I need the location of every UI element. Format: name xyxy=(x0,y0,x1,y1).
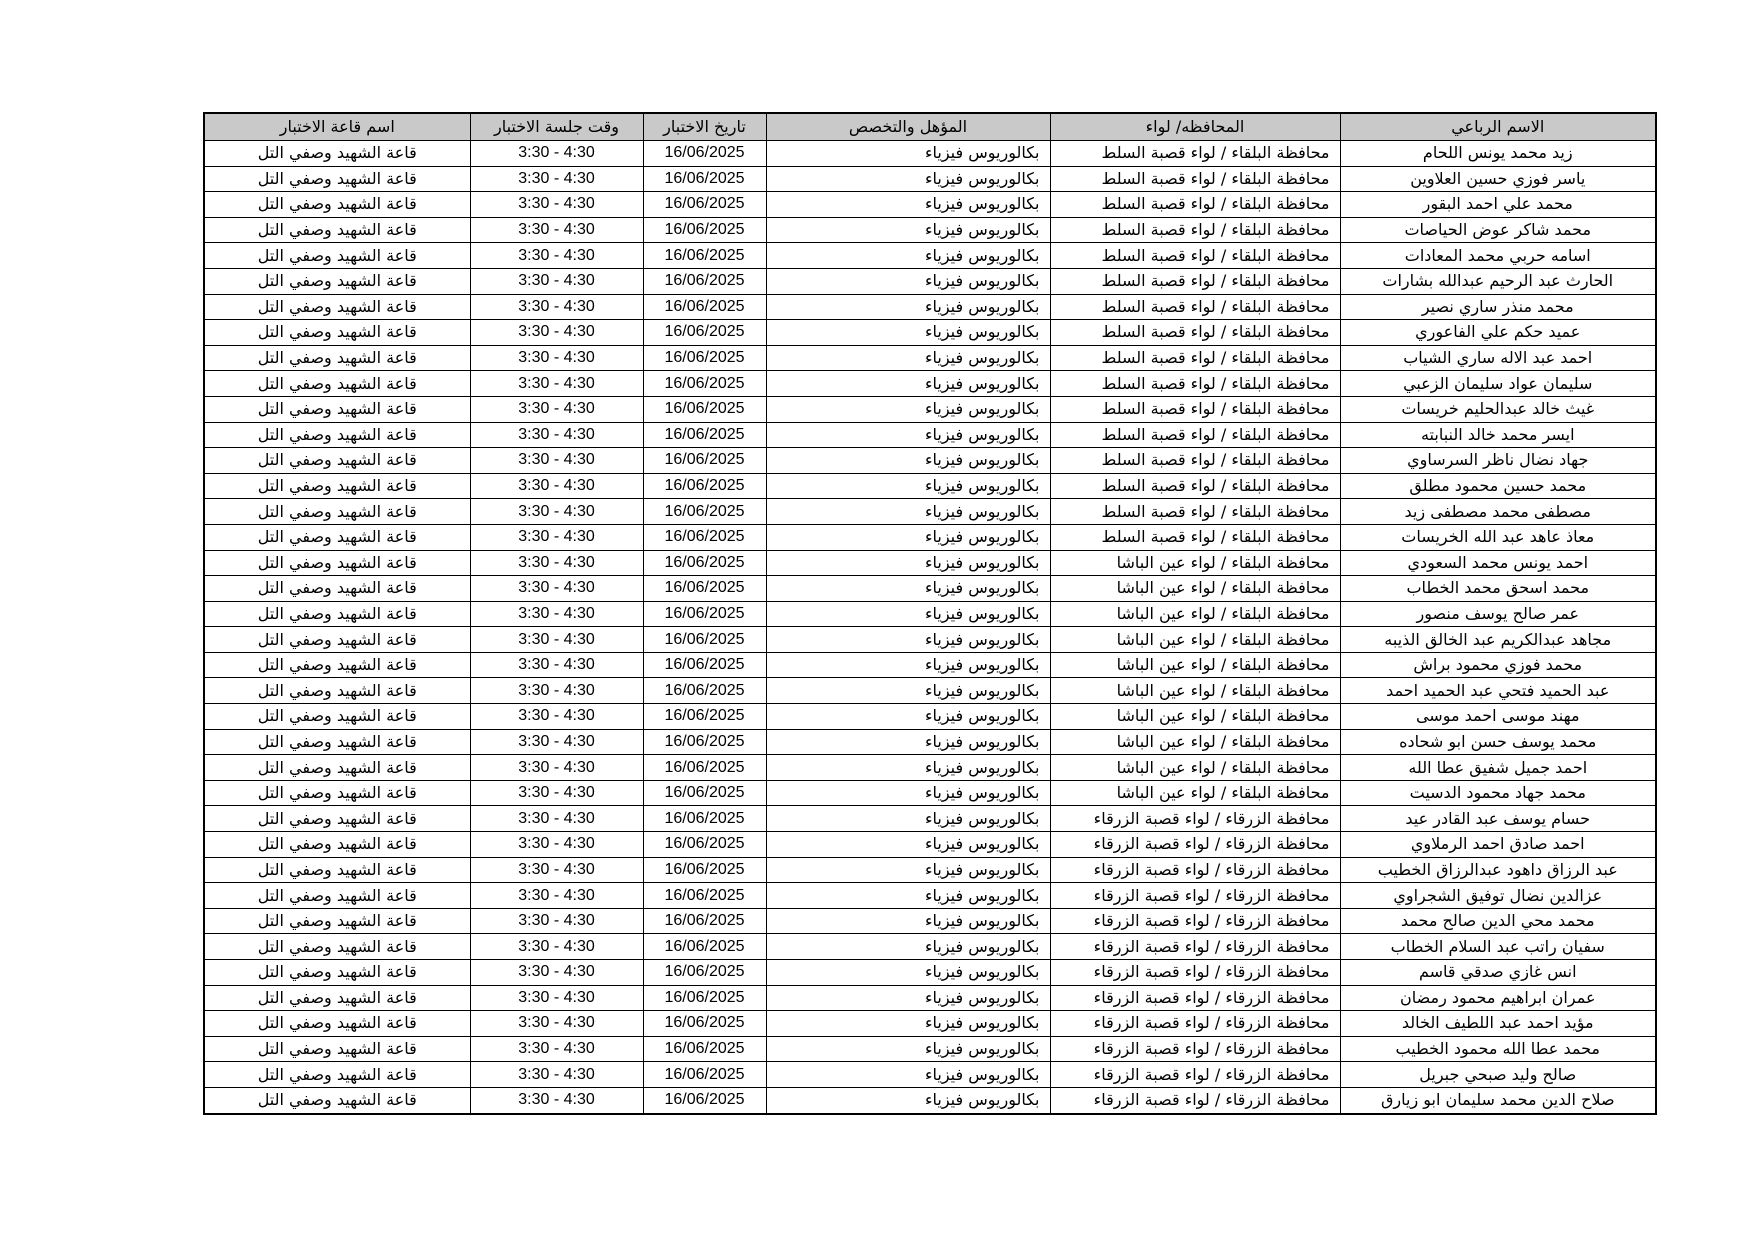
cell-date: 16/06/2025 xyxy=(643,652,766,678)
cell-time: 3:30 - 4:30 xyxy=(470,217,643,243)
cell-governorate: محافظة الزرقاء / لواء قصبة الزرقاء xyxy=(1050,1087,1340,1113)
cell-name: محمد فوزي محمود براش xyxy=(1340,652,1656,678)
cell-governorate: محافظة الزرقاء / لواء قصبة الزرقاء xyxy=(1050,934,1340,960)
cell-name: مجاهد عبدالكريم عبد الخالق الذيبه xyxy=(1340,627,1656,653)
cell-name: احمد يونس محمد السعودي xyxy=(1340,550,1656,576)
cell-hall: قاعة الشهيد وصفي التل xyxy=(204,396,470,422)
table-row xyxy=(204,448,1656,474)
cell-governorate: محافظة البلقاء / لواء قصبة السلط xyxy=(1050,243,1340,269)
header-governorate: المحافظه/ لواء xyxy=(1050,113,1340,141)
header-qualification: المؤهل والتخصص xyxy=(766,113,1050,141)
cell-qualification: بكالوريوس فيزياء xyxy=(766,448,1050,474)
cell-name: محمد شاكر عوض الحياصات xyxy=(1340,217,1656,243)
cell-date: 16/06/2025 xyxy=(643,883,766,909)
cell-qualification: بكالوريوس فيزياء xyxy=(766,499,1050,525)
cell-hall: قاعة الشهيد وصفي التل xyxy=(204,345,470,371)
cell-hall: قاعة الشهيد وصفي التل xyxy=(204,1011,470,1037)
cell-time: 3:30 - 4:30 xyxy=(470,499,643,525)
table-body xyxy=(204,141,1656,1114)
cell-date: 16/06/2025 xyxy=(643,601,766,627)
cell-time: 3:30 - 4:30 xyxy=(470,1011,643,1037)
cell-governorate: محافظة البلقاء / لواء قصبة السلط xyxy=(1050,166,1340,192)
cell-time: 3:30 - 4:30 xyxy=(470,576,643,602)
cell-qualification: بكالوريوس فيزياء xyxy=(766,601,1050,627)
table-row xyxy=(204,601,1656,627)
cell-governorate: محافظة البلقاء / لواء قصبة السلط xyxy=(1050,473,1340,499)
cell-time: 3:30 - 4:30 xyxy=(470,550,643,576)
table-row xyxy=(204,729,1656,755)
cell-governorate: محافظة الزرقاء / لواء قصبة الزرقاء xyxy=(1050,908,1340,934)
cell-name: صالح وليد صبحي جبريل xyxy=(1340,1062,1656,1088)
cell-governorate: محافظة البلقاء / لواء عين الباشا xyxy=(1050,652,1340,678)
cell-name: جهاد نضال ناظر السرساوي xyxy=(1340,448,1656,474)
cell-hall: قاعة الشهيد وصفي التل xyxy=(204,422,470,448)
cell-qualification: بكالوريوس فيزياء xyxy=(766,755,1050,781)
cell-qualification: بكالوريوس فيزياء xyxy=(766,678,1050,704)
table-row xyxy=(204,678,1656,704)
cell-qualification: بكالوريوس فيزياء xyxy=(766,576,1050,602)
table-row xyxy=(204,166,1656,192)
cell-qualification: بكالوريوس فيزياء xyxy=(766,396,1050,422)
cell-time: 3:30 - 4:30 xyxy=(470,473,643,499)
cell-governorate: محافظة الزرقاء / لواء قصبة الزرقاء xyxy=(1050,832,1340,858)
cell-time: 3:30 - 4:30 xyxy=(470,960,643,986)
table-row xyxy=(204,627,1656,653)
cell-name: احمد صادق احمد الرملاوي xyxy=(1340,832,1656,858)
cell-name: مصطفى محمد مصطفى زيد xyxy=(1340,499,1656,525)
cell-hall: قاعة الشهيد وصفي التل xyxy=(204,473,470,499)
cell-qualification: بكالوريوس فيزياء xyxy=(766,1087,1050,1113)
table-row xyxy=(204,243,1656,269)
cell-governorate: محافظة الزرقاء / لواء قصبة الزرقاء xyxy=(1050,985,1340,1011)
cell-governorate: محافظة البلقاء / لواء قصبة السلط xyxy=(1050,396,1340,422)
cell-name: عبد الحميد فتحي عبد الحميد احمد xyxy=(1340,678,1656,704)
cell-hall: قاعة الشهيد وصفي التل xyxy=(204,755,470,781)
cell-hall: قاعة الشهيد وصفي التل xyxy=(204,601,470,627)
cell-time: 3:30 - 4:30 xyxy=(470,704,643,730)
cell-governorate: محافظة البلقاء / لواء قصبة السلط xyxy=(1050,448,1340,474)
cell-hall: قاعة الشهيد وصفي التل xyxy=(204,627,470,653)
cell-date: 16/06/2025 xyxy=(643,473,766,499)
cell-qualification: بكالوريوس فيزياء xyxy=(766,371,1050,397)
cell-governorate: محافظة الزرقاء / لواء قصبة الزرقاء xyxy=(1050,883,1340,909)
cell-hall: قاعة الشهيد وصفي التل xyxy=(204,192,470,218)
cell-hall: قاعة الشهيد وصفي التل xyxy=(204,704,470,730)
cell-hall: قاعة الشهيد وصفي التل xyxy=(204,857,470,883)
table-row xyxy=(204,1062,1656,1088)
cell-name: احمد جميل شفيق عطا الله xyxy=(1340,755,1656,781)
cell-date: 16/06/2025 xyxy=(643,1062,766,1088)
cell-hall: قاعة الشهيد وصفي التل xyxy=(204,960,470,986)
cell-name: عميد حكم علي الفاعوري xyxy=(1340,320,1656,346)
cell-name: محمد يوسف حسن ابو شحاده xyxy=(1340,729,1656,755)
cell-hall: قاعة الشهيد وصفي التل xyxy=(204,217,470,243)
cell-name: ايسر محمد خالد النبابته xyxy=(1340,422,1656,448)
cell-date: 16/06/2025 xyxy=(643,627,766,653)
header-row xyxy=(204,113,1656,141)
cell-date: 16/06/2025 xyxy=(643,704,766,730)
cell-date: 16/06/2025 xyxy=(643,499,766,525)
cell-time: 3:30 - 4:30 xyxy=(470,729,643,755)
cell-governorate: محافظة الزرقاء / لواء قصبة الزرقاء xyxy=(1050,960,1340,986)
cell-governorate: محافظة البلقاء / لواء عين الباشا xyxy=(1050,704,1340,730)
cell-name: معاذ عاهد عبد الله الخريسات xyxy=(1340,524,1656,550)
cell-qualification: بكالوريوس فيزياء xyxy=(766,473,1050,499)
cell-time: 3:30 - 4:30 xyxy=(470,448,643,474)
table-row xyxy=(204,294,1656,320)
cell-governorate: محافظة البلقاء / لواء عين الباشا xyxy=(1050,678,1340,704)
cell-governorate: محافظة البلقاء / لواء قصبة السلط xyxy=(1050,294,1340,320)
cell-name: مؤيد احمد عبد اللطيف الخالد xyxy=(1340,1011,1656,1037)
cell-time: 3:30 - 4:30 xyxy=(470,934,643,960)
cell-qualification: بكالوريوس فيزياء xyxy=(766,857,1050,883)
cell-name: محمد جهاد محمود الدسيت xyxy=(1340,780,1656,806)
cell-date: 16/06/2025 xyxy=(643,908,766,934)
cell-name: زيد محمد يونس اللحام xyxy=(1340,141,1656,167)
cell-qualification: بكالوريوس فيزياء xyxy=(766,883,1050,909)
table-row xyxy=(204,1011,1656,1037)
cell-qualification: بكالوريوس فيزياء xyxy=(766,985,1050,1011)
cell-date: 16/06/2025 xyxy=(643,550,766,576)
cell-governorate: محافظة الزرقاء / لواء قصبة الزرقاء xyxy=(1050,857,1340,883)
cell-qualification: بكالوريوس فيزياء xyxy=(766,627,1050,653)
table-row xyxy=(204,217,1656,243)
cell-name: صلاح الدين محمد سليمان ابو زيارق xyxy=(1340,1087,1656,1113)
cell-qualification: بكالوريوس فيزياء xyxy=(766,243,1050,269)
cell-name: عمران ابراهيم محمود رمضان xyxy=(1340,985,1656,1011)
table-row xyxy=(204,576,1656,602)
cell-hall: قاعة الشهيد وصفي التل xyxy=(204,524,470,550)
cell-date: 16/06/2025 xyxy=(643,217,766,243)
table-row xyxy=(204,371,1656,397)
cell-qualification: بكالوريوس فيزياء xyxy=(766,345,1050,371)
cell-name: محمد محي الدين صالح محمد xyxy=(1340,908,1656,934)
cell-name: انس غازي صدقي قاسم xyxy=(1340,960,1656,986)
cell-date: 16/06/2025 xyxy=(643,422,766,448)
cell-hall: قاعة الشهيد وصفي التل xyxy=(204,371,470,397)
cell-hall: قاعة الشهيد وصفي التل xyxy=(204,678,470,704)
table-row xyxy=(204,320,1656,346)
cell-name: محمد اسحق محمد الخطاب xyxy=(1340,576,1656,602)
cell-time: 3:30 - 4:30 xyxy=(470,627,643,653)
cell-hall: قاعة الشهيد وصفي التل xyxy=(204,320,470,346)
cell-qualification: بكالوريوس فيزياء xyxy=(766,268,1050,294)
header-time: وقت جلسة الاختبار xyxy=(470,113,643,141)
cell-date: 16/06/2025 xyxy=(643,396,766,422)
header-date: تاريخ الاختبار xyxy=(643,113,766,141)
cell-hall: قاعة الشهيد وصفي التل xyxy=(204,780,470,806)
cell-date: 16/06/2025 xyxy=(643,141,766,167)
cell-time: 3:30 - 4:30 xyxy=(470,1036,643,1062)
cell-hall: قاعة الشهيد وصفي التل xyxy=(204,550,470,576)
exam-schedule-table xyxy=(203,112,1657,1115)
table-row xyxy=(204,704,1656,730)
cell-date: 16/06/2025 xyxy=(643,857,766,883)
cell-name: ياسر فوزي حسين العلاوين xyxy=(1340,166,1656,192)
cell-date: 16/06/2025 xyxy=(643,166,766,192)
cell-qualification: بكالوريوس فيزياء xyxy=(766,217,1050,243)
cell-governorate: محافظة البلقاء / لواء قصبة السلط xyxy=(1050,320,1340,346)
cell-time: 3:30 - 4:30 xyxy=(470,320,643,346)
cell-qualification: بكالوريوس فيزياء xyxy=(766,422,1050,448)
cell-qualification: بكالوريوس فيزياء xyxy=(766,320,1050,346)
cell-time: 3:30 - 4:30 xyxy=(470,166,643,192)
table-row xyxy=(204,192,1656,218)
table-row xyxy=(204,396,1656,422)
cell-date: 16/06/2025 xyxy=(643,576,766,602)
cell-date: 16/06/2025 xyxy=(643,755,766,781)
cell-date: 16/06/2025 xyxy=(643,243,766,269)
cell-name: سليمان عواد سليمان الزعبي xyxy=(1340,371,1656,397)
cell-qualification: بكالوريوس فيزياء xyxy=(766,908,1050,934)
table-row xyxy=(204,1036,1656,1062)
cell-governorate: محافظة البلقاء / لواء قصبة السلط xyxy=(1050,217,1340,243)
table-row xyxy=(204,473,1656,499)
table-row xyxy=(204,985,1656,1011)
cell-qualification: بكالوريوس فيزياء xyxy=(766,960,1050,986)
cell-time: 3:30 - 4:30 xyxy=(470,396,643,422)
cell-date: 16/06/2025 xyxy=(643,729,766,755)
cell-name: سفيان راتب عبد السلام الخطاب xyxy=(1340,934,1656,960)
cell-name: الحارث عبد الرحيم عبدالله بشارات xyxy=(1340,268,1656,294)
table-row xyxy=(204,780,1656,806)
cell-hall: قاعة الشهيد وصفي التل xyxy=(204,448,470,474)
table-row xyxy=(204,934,1656,960)
cell-hall: قاعة الشهيد وصفي التل xyxy=(204,141,470,167)
table-row xyxy=(204,806,1656,832)
table-row xyxy=(204,755,1656,781)
cell-governorate: محافظة البلقاء / لواء عين الباشا xyxy=(1050,627,1340,653)
table-row xyxy=(204,883,1656,909)
cell-governorate: محافظة البلقاء / لواء قصبة السلط xyxy=(1050,499,1340,525)
cell-governorate: محافظة البلقاء / لواء عين الباشا xyxy=(1050,780,1340,806)
cell-governorate: محافظة البلقاء / لواء قصبة السلط xyxy=(1050,371,1340,397)
cell-time: 3:30 - 4:30 xyxy=(470,422,643,448)
cell-date: 16/06/2025 xyxy=(643,448,766,474)
cell-date: 16/06/2025 xyxy=(643,524,766,550)
cell-qualification: بكالوريوس فيزياء xyxy=(766,1011,1050,1037)
cell-time: 3:30 - 4:30 xyxy=(470,243,643,269)
cell-governorate: محافظة الزرقاء / لواء قصبة الزرقاء xyxy=(1050,1011,1340,1037)
cell-qualification: بكالوريوس فيزياء xyxy=(766,832,1050,858)
cell-hall: قاعة الشهيد وصفي التل xyxy=(204,652,470,678)
cell-hall: قاعة الشهيد وصفي التل xyxy=(204,985,470,1011)
cell-hall: قاعة الشهيد وصفي التل xyxy=(204,294,470,320)
header-name: الاسم الرباعي xyxy=(1340,113,1656,141)
cell-time: 3:30 - 4:30 xyxy=(470,883,643,909)
cell-date: 16/06/2025 xyxy=(643,985,766,1011)
cell-governorate: محافظة البلقاء / لواء قصبة السلط xyxy=(1050,192,1340,218)
cell-governorate: محافظة البلقاء / لواء عين الباشا xyxy=(1050,601,1340,627)
cell-governorate: محافظة البلقاء / لواء قصبة السلط xyxy=(1050,141,1340,167)
cell-date: 16/06/2025 xyxy=(643,192,766,218)
cell-governorate: محافظة الزرقاء / لواء قصبة الزرقاء xyxy=(1050,1062,1340,1088)
cell-qualification: بكالوريوس فيزياء xyxy=(766,729,1050,755)
cell-date: 16/06/2025 xyxy=(643,294,766,320)
table-row xyxy=(204,832,1656,858)
cell-name: عمر صالح يوسف منصور xyxy=(1340,601,1656,627)
table-row xyxy=(204,908,1656,934)
cell-date: 16/06/2025 xyxy=(643,1036,766,1062)
cell-hall: قاعة الشهيد وصفي التل xyxy=(204,806,470,832)
cell-qualification: بكالوريوس فيزياء xyxy=(766,141,1050,167)
cell-date: 16/06/2025 xyxy=(643,780,766,806)
cell-hall: قاعة الشهيد وصفي التل xyxy=(204,243,470,269)
cell-time: 3:30 - 4:30 xyxy=(470,192,643,218)
cell-qualification: بكالوريوس فيزياء xyxy=(766,550,1050,576)
cell-time: 3:30 - 4:30 xyxy=(470,652,643,678)
cell-time: 3:30 - 4:30 xyxy=(470,985,643,1011)
cell-qualification: بكالوريوس فيزياء xyxy=(766,524,1050,550)
cell-date: 16/06/2025 xyxy=(643,832,766,858)
cell-time: 3:30 - 4:30 xyxy=(470,780,643,806)
cell-hall: قاعة الشهيد وصفي التل xyxy=(204,268,470,294)
cell-qualification: بكالوريوس فيزياء xyxy=(766,806,1050,832)
cell-name: محمد حسين محمود مطلق xyxy=(1340,473,1656,499)
cell-governorate: محافظة البلقاء / لواء عين الباشا xyxy=(1050,576,1340,602)
cell-name: اسامه حربي محمد المعادات xyxy=(1340,243,1656,269)
cell-name: حسام يوسف عبد القادر عيد xyxy=(1340,806,1656,832)
cell-governorate: محافظة البلقاء / لواء قصبة السلط xyxy=(1050,524,1340,550)
cell-hall: قاعة الشهيد وصفي التل xyxy=(204,1036,470,1062)
cell-time: 3:30 - 4:30 xyxy=(470,268,643,294)
cell-time: 3:30 - 4:30 xyxy=(470,1062,643,1088)
cell-name: احمد عبد الاله ساري الشياب xyxy=(1340,345,1656,371)
cell-qualification: بكالوريوس فيزياء xyxy=(766,780,1050,806)
cell-name: مهند موسى احمد موسى xyxy=(1340,704,1656,730)
cell-name: عزالدين نضال توفيق الشجراوي xyxy=(1340,883,1656,909)
cell-name: محمد منذر ساري نصير xyxy=(1340,294,1656,320)
cell-time: 3:30 - 4:30 xyxy=(470,601,643,627)
table-row xyxy=(204,422,1656,448)
cell-hall: قاعة الشهيد وصفي التل xyxy=(204,832,470,858)
cell-qualification: بكالوريوس فيزياء xyxy=(766,652,1050,678)
table-row xyxy=(204,141,1656,167)
table-row xyxy=(204,268,1656,294)
cell-qualification: بكالوريوس فيزياء xyxy=(766,294,1050,320)
cell-governorate: محافظة البلقاء / لواء قصبة السلط xyxy=(1050,422,1340,448)
cell-date: 16/06/2025 xyxy=(643,345,766,371)
cell-date: 16/06/2025 xyxy=(643,678,766,704)
cell-time: 3:30 - 4:30 xyxy=(470,141,643,167)
cell-qualification: بكالوريوس فيزياء xyxy=(766,934,1050,960)
cell-name: عبد الرزاق داهود عبدالرزاق الخطيب xyxy=(1340,857,1656,883)
table-row xyxy=(204,524,1656,550)
cell-date: 16/06/2025 xyxy=(643,806,766,832)
table-row xyxy=(204,652,1656,678)
cell-name: محمد عطا الله محمود الخطيب xyxy=(1340,1036,1656,1062)
cell-hall: قاعة الشهيد وصفي التل xyxy=(204,729,470,755)
cell-hall: قاعة الشهيد وصفي التل xyxy=(204,576,470,602)
cell-governorate: محافظة البلقاء / لواء قصبة السلط xyxy=(1050,268,1340,294)
table-header xyxy=(204,113,1656,141)
cell-time: 3:30 - 4:30 xyxy=(470,755,643,781)
cell-date: 16/06/2025 xyxy=(643,1011,766,1037)
cell-hall: قاعة الشهيد وصفي التل xyxy=(204,1087,470,1113)
cell-time: 3:30 - 4:30 xyxy=(470,832,643,858)
cell-date: 16/06/2025 xyxy=(643,371,766,397)
cell-governorate: محافظة البلقاء / لواء عين الباشا xyxy=(1050,729,1340,755)
cell-qualification: بكالوريوس فيزياء xyxy=(766,1036,1050,1062)
cell-date: 16/06/2025 xyxy=(643,934,766,960)
cell-name: غيث خالد عبدالحليم خريسات xyxy=(1340,396,1656,422)
cell-time: 3:30 - 4:30 xyxy=(470,371,643,397)
cell-time: 3:30 - 4:30 xyxy=(470,678,643,704)
cell-time: 3:30 - 4:30 xyxy=(470,857,643,883)
cell-hall: قاعة الشهيد وصفي التل xyxy=(204,883,470,909)
cell-time: 3:30 - 4:30 xyxy=(470,806,643,832)
cell-hall: قاعة الشهيد وصفي التل xyxy=(204,908,470,934)
cell-qualification: بكالوريوس فيزياء xyxy=(766,192,1050,218)
cell-hall: قاعة الشهيد وصفي التل xyxy=(204,1062,470,1088)
cell-governorate: محافظة الزرقاء / لواء قصبة الزرقاء xyxy=(1050,806,1340,832)
cell-time: 3:30 - 4:30 xyxy=(470,524,643,550)
cell-governorate: محافظة البلقاء / لواء عين الباشا xyxy=(1050,755,1340,781)
cell-name: محمد علي احمد البقور xyxy=(1340,192,1656,218)
cell-hall: قاعة الشهيد وصفي التل xyxy=(204,499,470,525)
cell-hall: قاعة الشهيد وصفي التل xyxy=(204,166,470,192)
cell-qualification: بكالوريوس فيزياء xyxy=(766,1062,1050,1088)
cell-time: 3:30 - 4:30 xyxy=(470,345,643,371)
table-row xyxy=(204,550,1656,576)
cell-date: 16/06/2025 xyxy=(643,268,766,294)
cell-time: 3:30 - 4:30 xyxy=(470,294,643,320)
cell-governorate: محافظة الزرقاء / لواء قصبة الزرقاء xyxy=(1050,1036,1340,1062)
cell-time: 3:30 - 4:30 xyxy=(470,908,643,934)
cell-governorate: محافظة البلقاء / لواء قصبة السلط xyxy=(1050,345,1340,371)
cell-date: 16/06/2025 xyxy=(643,1087,766,1113)
table-row xyxy=(204,499,1656,525)
cell-date: 16/06/2025 xyxy=(643,320,766,346)
cell-governorate: محافظة البلقاء / لواء عين الباشا xyxy=(1050,550,1340,576)
header-hall: اسم قاعة الاختبار xyxy=(204,113,470,141)
table-row xyxy=(204,857,1656,883)
exam-schedule-sheet xyxy=(203,112,1655,1115)
cell-qualification: بكالوريوس فيزياء xyxy=(766,704,1050,730)
cell-date: 16/06/2025 xyxy=(643,960,766,986)
cell-qualification: بكالوريوس فيزياء xyxy=(766,166,1050,192)
table-row xyxy=(204,345,1656,371)
cell-hall: قاعة الشهيد وصفي التل xyxy=(204,934,470,960)
table-row xyxy=(204,1087,1656,1113)
table-row xyxy=(204,960,1656,986)
cell-time: 3:30 - 4:30 xyxy=(470,1087,643,1113)
